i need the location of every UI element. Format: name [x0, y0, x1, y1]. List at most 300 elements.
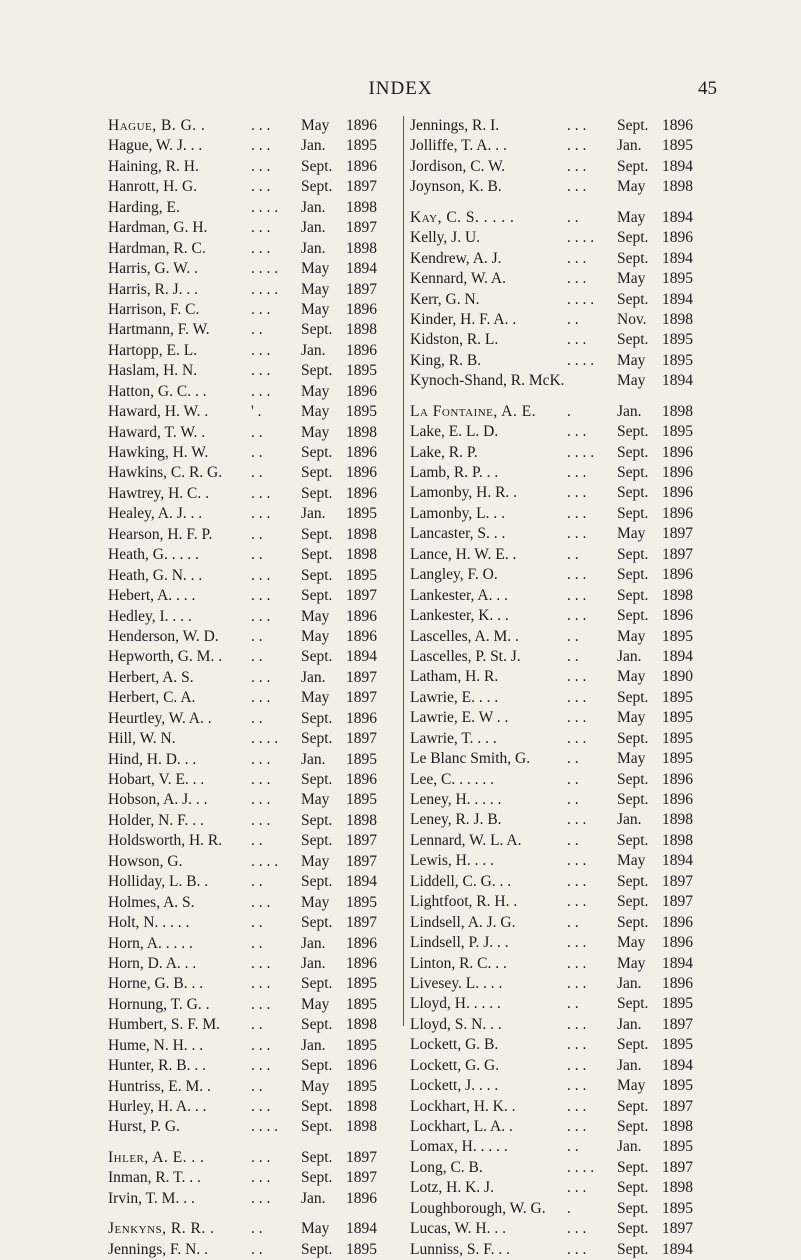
index-entry — [108, 1117, 398, 1137]
entry-month: Sept. — [301, 709, 333, 727]
leader-dots: . . — [251, 464, 263, 482]
entry-year: 1894 — [662, 290, 693, 308]
entry-year: 1895 — [346, 1036, 377, 1054]
index-entry — [410, 208, 715, 228]
leader-dots: . . — [567, 627, 579, 645]
entry-name: Horn, A. . . . . — [108, 934, 193, 952]
entry-name: Lancaster, S. . . — [410, 525, 506, 543]
entry-name: Hepworth, G. M. . — [108, 648, 223, 666]
leader-dots: . . . — [567, 525, 587, 543]
entry-name: Langley, F. O. — [410, 566, 498, 584]
leader-dots: . . . — [567, 117, 587, 134]
entry-month: Sept. — [617, 1220, 649, 1238]
index-entry — [410, 831, 715, 851]
entry-year: 1896 — [662, 607, 693, 625]
leader-dots: . . . — [251, 954, 271, 972]
entry-month: May — [301, 280, 330, 298]
leader-dots: . . . — [567, 1118, 587, 1135]
leader-dots: . . . — [251, 995, 271, 1013]
leader-dots: . . . — [251, 607, 271, 625]
entry-year: 1895 — [662, 750, 693, 768]
entry-month: Sept. — [617, 729, 649, 747]
leader-dots: . . . — [251, 587, 271, 605]
index-entry — [108, 607, 398, 627]
index-entry — [108, 729, 398, 749]
entry-name: Hume, N. H. . . — [108, 1036, 204, 1054]
leader-dots: . . . — [251, 811, 271, 829]
index-entry — [108, 811, 398, 831]
entry-year: 1897 — [346, 730, 377, 748]
leader-dots: . . . — [567, 872, 587, 890]
index-column-right — [410, 116, 715, 1260]
entry-month: Sept. — [617, 872, 649, 890]
index-entry — [108, 688, 398, 708]
entry-name: Lankester, K. . . — [410, 607, 509, 625]
leader-dots: . . . . — [251, 1118, 279, 1136]
entry-month: Jan. — [617, 1056, 642, 1074]
leader-dots: . . . — [567, 1240, 587, 1258]
entry-month: Sept. — [301, 464, 333, 482]
index-entry — [108, 157, 398, 177]
entry-year: 1895 — [346, 505, 377, 523]
entry-name: Humbert, S. F. M. — [108, 1016, 221, 1034]
entry-year: 1894 — [662, 647, 693, 665]
leader-dots: . . . — [251, 341, 271, 359]
page-number: 45 — [698, 78, 717, 99]
entry-name: Hearson, H. F. P. — [108, 525, 213, 543]
entry-name: Lascelles, P. St. J. — [410, 647, 521, 665]
entry-year: 1898 — [346, 525, 377, 543]
index-entry — [108, 750, 398, 770]
leader-dots: . . . — [251, 791, 271, 809]
entry-year: 1894 — [346, 260, 377, 278]
entry-month: Sept. — [301, 730, 333, 748]
entry-year: 1898 — [662, 1118, 693, 1135]
entry-year: 1896 — [662, 484, 693, 502]
entry-month: May — [617, 668, 646, 686]
entry-year: 1896 — [662, 464, 693, 481]
section-gap — [108, 1138, 398, 1148]
leader-dots: . . . — [251, 1057, 271, 1075]
entry-month: Sept. — [617, 831, 649, 849]
index-entry — [108, 259, 398, 279]
entry-year: 1897 — [346, 219, 377, 237]
entry-month: May — [617, 709, 646, 727]
leader-dots: . . . — [251, 300, 271, 318]
leader-dots: . . — [567, 995, 579, 1013]
entry-month: Jan. — [617, 811, 642, 829]
leader-dots: . . . — [567, 331, 587, 349]
entry-name: Hague, B. G. . — [108, 117, 206, 134]
index-entry — [410, 1076, 715, 1096]
entry-month: May — [301, 627, 330, 645]
entry-year: 1896 — [662, 791, 693, 808]
entry-year: 1894 — [662, 1240, 693, 1258]
index-entry — [108, 709, 398, 729]
entry-year: 1894 — [662, 372, 693, 390]
entry-name: Lamonby, L. . . — [410, 504, 505, 522]
leader-dots: . . . — [251, 382, 271, 400]
entry-month: Sept. — [617, 893, 649, 911]
leader-dots: . . . — [567, 566, 587, 584]
index-entry — [108, 443, 398, 463]
entry-name: Hawking, H. W. — [108, 444, 209, 461]
leader-dots: . . . — [567, 249, 587, 267]
entry-name: Joynson, K. B. — [410, 178, 502, 196]
entry-year: 1895 — [662, 331, 693, 349]
index-column-left — [108, 116, 398, 1260]
entry-year: 1898 — [662, 1179, 693, 1197]
index-entry — [108, 893, 398, 913]
leader-dots: . . — [567, 913, 579, 931]
entry-month: Sept. — [301, 1169, 333, 1187]
entry-name: Harris, R. J. . . — [108, 280, 198, 298]
entry-month: Sept. — [617, 229, 649, 247]
entry-month: Sept. — [301, 1118, 333, 1136]
entry-month: May — [617, 525, 646, 543]
entry-year: 1898 — [346, 1016, 377, 1034]
entry-month: Sept. — [301, 178, 333, 196]
entry-name: Hedley, I. . . . — [108, 607, 192, 625]
entry-year: 1897 — [662, 872, 693, 890]
index-entry — [108, 1036, 398, 1056]
entry-year: 1894 — [662, 954, 693, 972]
entry-name: Kay, C. S. . . . . — [410, 208, 515, 226]
entry-name: Horne, G. B. . . — [108, 975, 204, 993]
leader-dots: . . . — [567, 729, 587, 747]
leader-dots: . . — [251, 648, 263, 666]
entry-year: 1896 — [662, 974, 693, 992]
section-gap — [410, 198, 715, 208]
entry-year: 1898 — [662, 402, 693, 420]
index-entry — [410, 851, 715, 871]
index-entry — [410, 483, 715, 503]
entry-month: May — [617, 178, 646, 196]
entry-month: Sept. — [617, 1097, 649, 1115]
index-entry — [410, 749, 715, 769]
index-entry — [410, 627, 715, 647]
entry-month: May — [301, 1077, 330, 1095]
entry-year: 1894 — [662, 1056, 693, 1074]
entry-month: Nov. — [617, 310, 647, 328]
index-entry — [410, 708, 715, 728]
entry-year: 1896 — [662, 934, 693, 952]
entry-month: May — [617, 1077, 646, 1095]
entry-year: 1895 — [346, 362, 377, 380]
entry-month: May — [301, 852, 330, 870]
entry-name: Herbert, C. A. — [108, 689, 196, 707]
entry-month: Sept. — [617, 607, 649, 625]
entry-year: 1896 — [346, 444, 377, 461]
index-entry — [410, 1178, 715, 1198]
leader-dots: . . . — [251, 117, 271, 134]
entry-name: Harrison, F. C. — [108, 300, 200, 318]
entry-month: Sept. — [301, 1016, 333, 1034]
index-entry — [108, 831, 398, 851]
entry-year: 1898 — [346, 198, 377, 216]
leader-dots: . . — [251, 832, 263, 850]
leader-dots: . . . — [251, 1098, 271, 1115]
entry-name: Lake, R. P. — [410, 443, 478, 461]
index-entry — [108, 423, 398, 443]
entry-year: 1896 — [346, 771, 377, 788]
entry-name: Jordison, C. W. — [410, 157, 506, 175]
entry-name: Hawtrey, H. C. . — [108, 484, 210, 502]
entry-name: Lindsell, P. J. . . — [410, 934, 509, 952]
page-title: INDEX — [368, 78, 433, 99]
entry-month: Sept. — [617, 688, 649, 706]
index-entry — [108, 484, 398, 504]
index-entry — [108, 974, 398, 994]
leader-dots: . . . — [567, 954, 587, 972]
entry-name: Lloyd, H. . . . . — [410, 995, 501, 1013]
index-entry — [108, 136, 398, 156]
entry-year: 1896 — [346, 954, 377, 972]
entry-month: Sept. — [301, 771, 333, 788]
leader-dots: . . . — [251, 484, 271, 502]
entry-name: Leney, H. . . . . — [410, 791, 502, 808]
entry-name: Le Blanc Smith, G. — [410, 750, 531, 768]
entry-name: Inman, R. T. . . — [108, 1169, 201, 1187]
entry-name: Kennard, W. A. — [410, 270, 507, 288]
entry-month: Jan. — [301, 341, 326, 359]
entry-month: Sept. — [301, 648, 333, 666]
entry-name: Haslam, H. N. — [108, 362, 198, 380]
leader-dots: . . . — [567, 811, 587, 829]
entry-name: Ihler, A. E. . . — [108, 1148, 205, 1166]
entry-year: 1896 — [346, 1189, 377, 1207]
entry-year: 1894 — [662, 249, 693, 267]
leader-dots: . . — [251, 1077, 263, 1095]
entry-year: 1897 — [346, 832, 377, 850]
entry-month: Sept. — [617, 545, 649, 563]
entry-month: Sept. — [617, 1179, 649, 1197]
index-entry — [410, 872, 715, 892]
entry-name: Heath, G. N. . . — [108, 566, 203, 584]
index-entry — [410, 310, 715, 330]
index-entry — [108, 627, 398, 647]
entry-name: Liddell, C. G. . . — [410, 872, 512, 890]
entry-name: Harding, E. — [108, 198, 180, 216]
entry-month: May — [617, 351, 646, 369]
entry-name: Kendrew, A. J. — [410, 249, 502, 267]
leader-dots: . . . — [567, 1077, 587, 1095]
index-entry — [108, 525, 398, 545]
entry-month: Jan. — [301, 954, 326, 972]
index-entry — [410, 402, 715, 422]
index-entry — [410, 371, 715, 391]
index-entry — [410, 892, 715, 912]
entry-name: Lawrie, T. . . . — [410, 729, 497, 747]
index-entry — [410, 249, 715, 269]
index-entry — [108, 300, 398, 320]
entry-month: May — [301, 403, 330, 421]
entry-name: Lockhart, H. K. . — [410, 1097, 516, 1115]
entry-month: Sept. — [617, 1158, 649, 1176]
leader-dots: . . . . — [251, 198, 279, 216]
index-entry — [108, 1056, 398, 1076]
leader-dots: . . — [251, 525, 263, 543]
entry-year: 1896 — [346, 341, 377, 359]
leader-dots: . . . . — [251, 280, 279, 298]
entry-year: 1896 — [346, 464, 377, 482]
leader-dots: . . . — [567, 423, 587, 441]
entry-name: Henderson, W. D. — [108, 627, 219, 645]
index-entry — [108, 239, 398, 259]
entry-year: 1898 — [346, 239, 377, 257]
leader-dots: . . . — [567, 607, 587, 625]
entry-year: 1895 — [346, 791, 377, 809]
entry-month: Jan. — [301, 198, 326, 216]
index-entry — [108, 1219, 398, 1239]
entry-name: Haining, R. H. — [108, 157, 199, 175]
entry-month: Sept. — [617, 791, 649, 808]
entry-year: 1895 — [662, 1077, 693, 1095]
index-entry — [410, 422, 715, 442]
entry-month: May — [301, 689, 330, 707]
entry-year: 1898 — [346, 546, 377, 564]
entry-year: 1896 — [346, 484, 377, 502]
index-entry — [410, 269, 715, 289]
entry-month: Sept. — [617, 423, 649, 441]
index-entry — [108, 913, 398, 933]
leader-dots: . . . — [567, 178, 587, 196]
entry-name: Lamonby, H. R. . — [410, 484, 518, 502]
section-gap — [108, 1209, 398, 1219]
entry-year: 1896 — [662, 913, 693, 931]
entry-month: Sept. — [301, 1240, 333, 1258]
entry-name: Howson, G. — [108, 852, 183, 870]
leader-dots: . . . — [251, 219, 271, 237]
leader-dots: . . — [567, 770, 579, 788]
entry-year: 1896 — [662, 117, 693, 134]
index-entry — [410, 729, 715, 749]
entry-month: Sept. — [617, 1036, 649, 1054]
index-entry — [108, 954, 398, 974]
entry-month: May — [617, 372, 646, 390]
leader-dots: . . . — [251, 771, 271, 788]
leader-dots: . . . — [251, 689, 271, 707]
entry-month: Jan. — [617, 1138, 642, 1156]
index-entry — [108, 320, 398, 340]
entry-year: 1896 — [662, 229, 693, 247]
entry-month: Sept. — [301, 1057, 333, 1075]
index-entry — [410, 954, 715, 974]
entry-name: Horn, D. A. . . — [108, 954, 197, 972]
index-entry — [108, 1097, 398, 1117]
index-entry — [108, 872, 398, 892]
index-entry — [410, 1137, 715, 1157]
entry-name: Lance, H. W. E. . — [410, 545, 517, 563]
entry-name: Hobson, A. J. . . — [108, 791, 208, 809]
entry-month: May — [617, 852, 646, 870]
index-entry — [108, 361, 398, 381]
leader-dots: . . . . — [251, 852, 279, 870]
entry-month: May — [301, 893, 330, 911]
entry-month: Sept. — [301, 832, 333, 850]
entry-month: Sept. — [617, 331, 649, 349]
index-entry — [108, 177, 398, 197]
entry-month: Jan. — [301, 934, 326, 952]
entry-month: Sept. — [617, 290, 649, 308]
section-gap — [410, 392, 715, 402]
index-entry — [410, 504, 715, 524]
index-entry — [108, 668, 398, 688]
entry-month: May — [301, 300, 330, 318]
leader-dots: . . . — [251, 1169, 271, 1187]
entry-name: Lawrie, E. W . . — [410, 709, 509, 727]
entry-month: Jan. — [301, 1189, 326, 1207]
entry-year: 1897 — [662, 1015, 693, 1033]
entry-name: Kelly, J. U. — [410, 229, 481, 247]
entry-year: 1896 — [346, 117, 377, 134]
index-entry — [410, 1056, 715, 1076]
entry-month: Sept. — [301, 1148, 333, 1166]
leader-dots: . . . — [567, 688, 587, 706]
entry-month: Jan. — [617, 647, 642, 665]
index-entry — [108, 647, 398, 667]
entry-year: 1896 — [346, 157, 377, 175]
entry-year: 1896 — [662, 443, 693, 461]
leader-dots: . . — [567, 831, 579, 849]
entry-year: 1897 — [346, 1148, 377, 1166]
entry-name: Kynoch-Shand, R. McK. — [410, 372, 565, 390]
page-header — [0, 78, 801, 102]
entry-year: 1897 — [346, 689, 377, 707]
entry-month: Sept. — [617, 157, 649, 175]
index-entry — [108, 382, 398, 402]
entry-name: Lomax, H. . . . . — [410, 1138, 508, 1156]
index-entry — [108, 586, 398, 606]
entry-name: Linton, R. C. . . — [410, 954, 507, 972]
entry-name: Hurst, P. G. — [108, 1118, 180, 1136]
leader-dots: . . . — [251, 239, 271, 257]
entry-year: 1895 — [662, 729, 693, 747]
entry-month: Jan. — [301, 239, 326, 257]
index-entry — [410, 1015, 715, 1035]
entry-month: May — [301, 382, 330, 400]
entry-year: 1895 — [346, 403, 377, 421]
entry-name: Lotz, H. K. J. — [410, 1179, 494, 1197]
entry-month: May — [617, 627, 646, 645]
index-entry — [410, 116, 715, 136]
entry-name: Jennings, R. I. — [410, 117, 500, 134]
leader-dots: . . . — [567, 484, 587, 502]
entry-year: 1895 — [662, 627, 693, 645]
entry-year: 1895 — [662, 423, 693, 441]
leader-dots: . . . — [251, 362, 271, 380]
entry-month: May — [301, 1220, 330, 1238]
entry-year: 1897 — [346, 852, 377, 870]
entry-name: Huntriss, E. M. . — [108, 1077, 211, 1095]
index-entry — [410, 443, 715, 463]
entry-year: 1895 — [346, 995, 377, 1013]
leader-dots: . . . — [251, 668, 271, 686]
index-entry — [108, 463, 398, 483]
index-entry — [410, 463, 715, 483]
entry-name: Hague, W. J. . . — [108, 137, 203, 155]
entry-year: 1897 — [346, 280, 377, 298]
entry-year: 1895 — [662, 1199, 693, 1217]
leader-dots: . . . — [567, 709, 587, 727]
entry-month: Sept. — [617, 249, 649, 267]
entry-name: Hartopp, E. L. — [108, 341, 198, 359]
entry-name: Heath, G. . . . . — [108, 546, 199, 564]
leader-dots: . . — [251, 1016, 263, 1034]
entry-name: Healey, A. J. . . — [108, 505, 203, 523]
entry-name: Lindsell, A. J. G. — [410, 913, 516, 931]
leader-dots: . . . — [567, 137, 587, 155]
